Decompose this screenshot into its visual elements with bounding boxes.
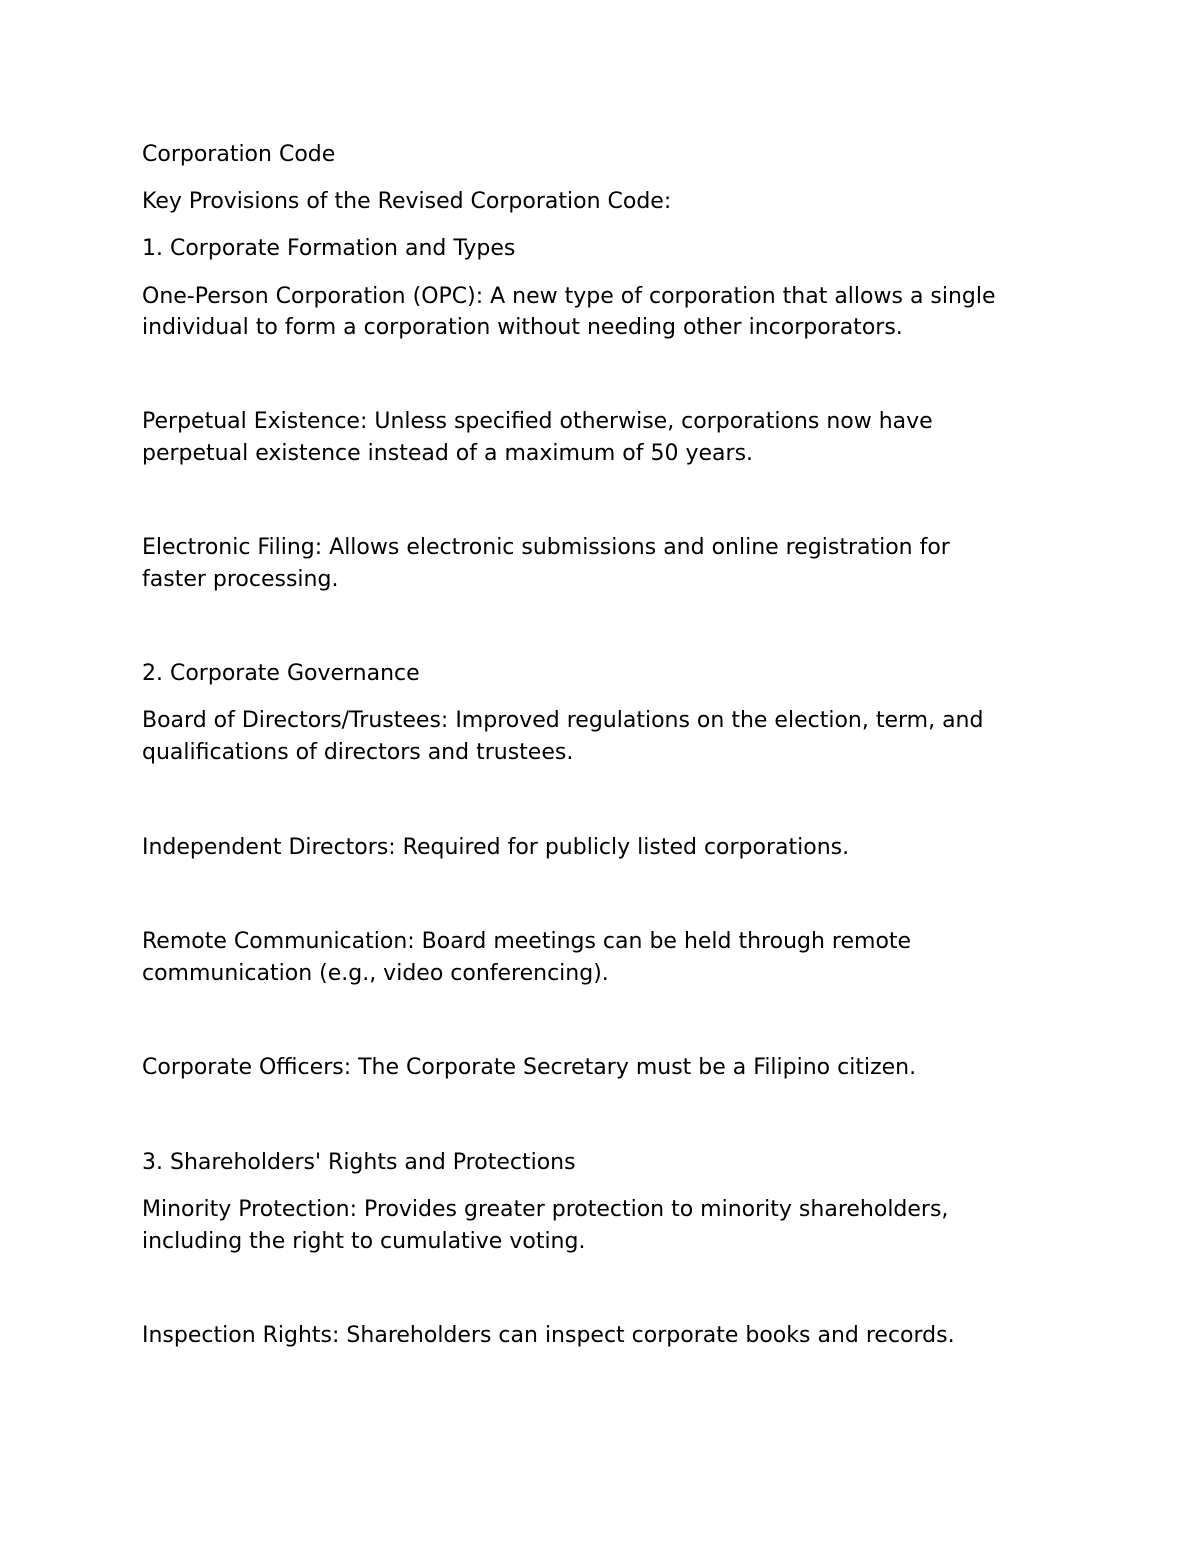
section-heading-governance: 2. Corporate Governance (142, 661, 420, 686)
intro-line: Key Provisions of the Revised Corporation Code: (142, 189, 672, 214)
section-heading-formation: 1. Corporate Formation and Types (142, 236, 516, 261)
electronic-filing-line-1: Electronic Filing: Allows electronic submissions and online registration for (142, 535, 950, 560)
inspection-rights-line: Inspection Rights: Shareholders can inspect corporate books and records. (142, 1323, 955, 1348)
perpetual-line-1: Perpetual Existence: Unless specified otherwise, corporations now have (142, 409, 933, 434)
independent-directors-line: Independent Directors: Required for publicly listed corporations. (142, 835, 850, 860)
electronic-filing-line-2: faster processing. (142, 567, 339, 592)
board-line-2: qualifications of directors and trustees. (142, 740, 574, 765)
perpetual-line-2: perpetual existence instead of a maximum of 50 years. (142, 441, 754, 466)
remote-communication-line-2: communication (e.g., video conferencing). (142, 961, 609, 986)
remote-communication-line-1: Remote Communication: Board meetings can be held through remote (142, 929, 912, 954)
document-title: Corporation Code (142, 142, 336, 167)
opc-line-2: individual to form a corporation without needing other incorporators. (142, 315, 903, 340)
minority-protection-line-1: Minority Protection: Provides greater protection to minority shareholders, (142, 1197, 949, 1222)
board-line-1: Board of Directors/Trustees: Improved regulations on the election, term, and (142, 708, 984, 733)
opc-line-1: One-Person Corporation (OPC): A new type of corporation that allows a single (142, 284, 996, 309)
minority-protection-line-2: including the right to cumulative voting. (142, 1229, 586, 1254)
section-heading-shareholders: 3. Shareholders' Rights and Protections (142, 1150, 576, 1175)
corporate-officers-line: Corporate Officers: The Corporate Secretary must be a Filipino citizen. (142, 1055, 917, 1080)
